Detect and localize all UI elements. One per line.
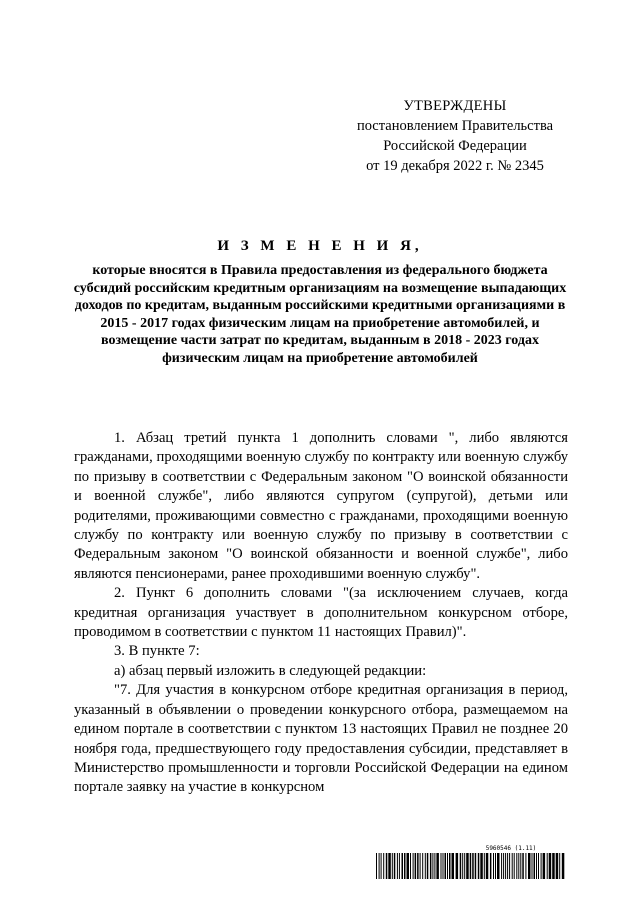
- approval-line-2: Российской Федерации: [383, 138, 527, 154]
- approval-line-3: от 19 декабря 2022 г. № 2345: [366, 158, 544, 174]
- approval-heading: УТВЕРЖДЕНЫ: [403, 98, 507, 114]
- document-title: И З М Е Н Е Н И Я,: [217, 238, 423, 254]
- paragraph-4: а) абзац первый изложить в следующей редакции:: [114, 662, 427, 679]
- paragraph-5: "7. Для участия в конкурсном отборе кредитная организация в период, указанный в объявлении о проведении конкурсного отбора, размещаемом на едином портале в соответствии с пунктом 13 настоящих Правил не позднее 20 ноября года, предшествующего году предоставления субсидии, представляет в Министерство промышленности и торговли Российской Федерации на едином портале заявку на участие в конкурсном: [74, 682, 568, 796]
- approval-block: [345, 96, 565, 176]
- barcode-icon: [376, 853, 566, 879]
- paragraph-1: 1. Абзац третий пункта 1 дополнить словами ", либо являются гражданами, проходящими военную службу по контракту или военную службу по призыву в соответствии с Федеральным законом "О воинской обязанности и военной службе", либо являются супругом (супругой), детьми или родителями, проживающими совместно с гражданами, проходящими военную службу по контракту или военную службу по призыву в соответствии с Федеральным законом "О воинской обязанности и военной службе", либо являются пенсионерами, ранее проходившими военную службу".: [74, 430, 568, 582]
- paragraph-3: 3. В пункте 7:: [114, 643, 200, 660]
- document-subtitle: которые вносятся в Правила предоставления из федерального бюджета субсидий российским кредитным организациям на возмещение выпадающих доходов по кредитам, выданным российскими кредитными организациями в 2015 - 2017 годах физическим лицам на приобретение автомобилей, и возмещение части затрат по кредитам, выданным в 2018 - 2023 годах физическим лицам на приобретение автомобилей: [73, 263, 567, 366]
- document-body: [74, 429, 568, 798]
- approval-line-1: постановлением Правительства: [356, 118, 554, 134]
- paragraph-2: 2. Пункт 6 дополнить словами "(за исключением случаев, когда кредитная организация участвует в дополнительном конкурсном отборе, проводимом в соответствии с пунктом 11 настоящих Правил)".: [74, 585, 568, 641]
- document-code: 5960546 (1.11): [485, 845, 537, 852]
